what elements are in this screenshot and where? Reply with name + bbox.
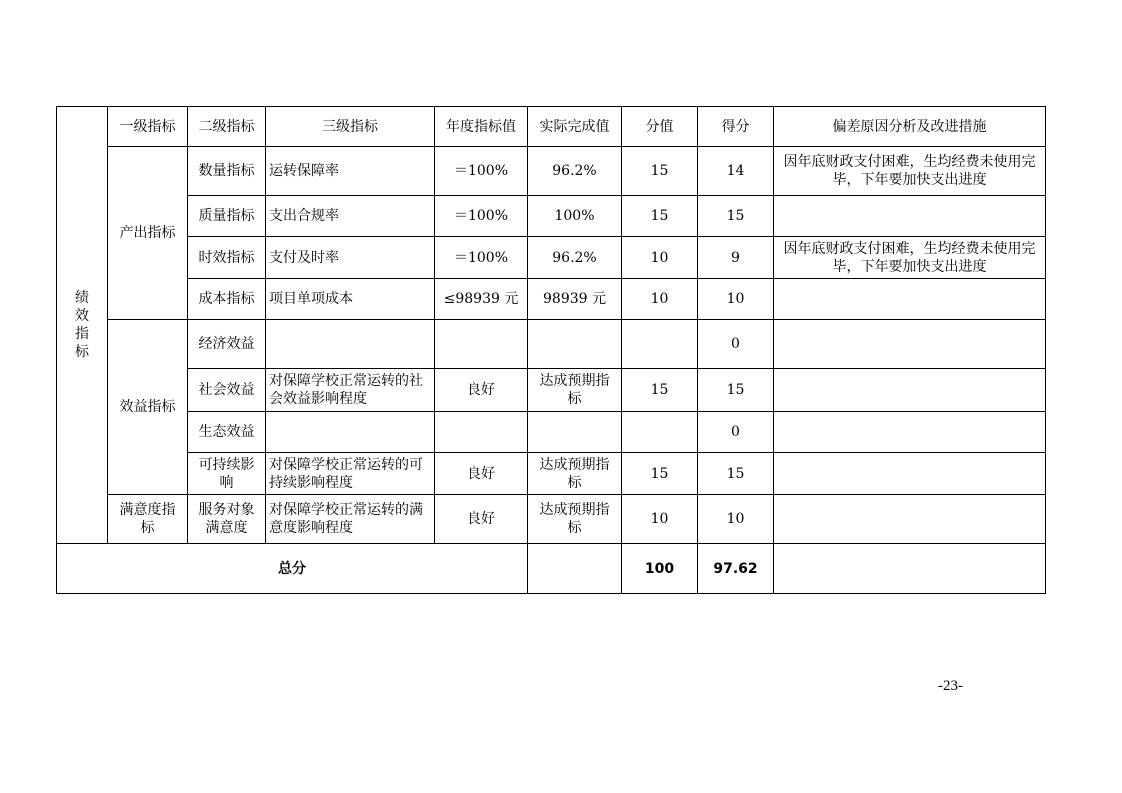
total-value: 100 (622, 544, 698, 594)
level2-cell: 数量指标 (188, 147, 266, 196)
target-cell: 良好 (435, 495, 528, 544)
level3-cell: 支出合规率 (266, 196, 435, 237)
score-cell: 10 (698, 279, 774, 320)
deviation-cell (774, 196, 1046, 237)
total-score: 97.62 (698, 544, 774, 594)
actual-cell: 达成预期指 标 (528, 453, 622, 495)
total-actual-cell (528, 544, 622, 594)
level3-cell: 支付及时率 (266, 237, 435, 279)
target-cell: 良好 (435, 369, 528, 412)
actual-cell: 96.2% (528, 237, 622, 279)
group-satisfaction: 满意度指 标 (108, 495, 188, 544)
level2-cell: 生态效益 (188, 412, 266, 453)
target-cell: 良好 (435, 453, 528, 495)
header-annual-target: 年度指标值 (435, 107, 528, 147)
score-cell: 15 (698, 196, 774, 237)
deviation-cell (774, 279, 1046, 320)
target-cell: ＝100% (435, 147, 528, 196)
deviation-cell (774, 412, 1046, 453)
actual-cell (528, 320, 622, 369)
header-score-got: 得分 (698, 107, 774, 147)
table-row (57, 320, 1046, 369)
actual-cell: 达成预期指 标 (528, 495, 622, 544)
actual-cell: 达成预期指 标 (528, 369, 622, 412)
value-cell: 10 (622, 495, 698, 544)
group-output: 产出指标 (108, 147, 188, 320)
level2-cell: 质量指标 (188, 196, 266, 237)
target-cell: ≤98939 元 (435, 279, 528, 320)
score-cell: 15 (698, 453, 774, 495)
table-row (57, 196, 1046, 237)
level2-cell: 时效指标 (188, 237, 266, 279)
actual-cell (528, 412, 622, 453)
value-cell (622, 412, 698, 453)
header-level2: 二级指标 (188, 107, 266, 147)
table-row (57, 279, 1046, 320)
deviation-cell (774, 453, 1046, 495)
value-cell: 10 (622, 237, 698, 279)
value-cell: 15 (622, 369, 698, 412)
level3-cell (266, 412, 435, 453)
actual-cell: 100% (528, 196, 622, 237)
score-cell: 0 (698, 412, 774, 453)
score-cell: 10 (698, 495, 774, 544)
table-row (57, 412, 1046, 453)
level3-cell: 对保障学校正常运转的可持续影响程度 (266, 453, 435, 495)
actual-cell: 96.2% (528, 147, 622, 196)
table-row (57, 369, 1046, 412)
section-label-performance: 绩 效 指 标 (57, 107, 108, 544)
level2-cell: 成本指标 (188, 279, 266, 320)
level2-cell: 服务对象 满意度 (188, 495, 266, 544)
deviation-cell (774, 369, 1046, 412)
performance-indicator-table (56, 106, 1046, 594)
deviation-cell: 因年底财政支付困难，生均经费未使用完毕，下年要加快支出进度 (774, 147, 1046, 196)
actual-cell: 98939 元 (528, 279, 622, 320)
value-cell: 10 (622, 279, 698, 320)
header-actual: 实际完成值 (528, 107, 622, 147)
table-row (57, 237, 1046, 279)
header-level3: 三级指标 (266, 107, 435, 147)
target-cell (435, 412, 528, 453)
total-row (57, 544, 1046, 594)
level2-cell: 可持续影 响 (188, 453, 266, 495)
score-cell: 14 (698, 147, 774, 196)
total-deviation-cell (774, 544, 1046, 594)
level2-cell: 社会效益 (188, 369, 266, 412)
header-score-value: 分值 (622, 107, 698, 147)
value-cell: 15 (622, 196, 698, 237)
total-label: 总分 (57, 544, 528, 594)
header-deviation: 偏差原因分析及改进措施 (774, 107, 1046, 147)
level3-cell: 对保障学校正常运转的社会效益影响程度 (266, 369, 435, 412)
table-row (57, 453, 1046, 495)
target-cell (435, 320, 528, 369)
value-cell: 15 (622, 147, 698, 196)
level3-cell (266, 320, 435, 369)
target-cell: ＝100% (435, 237, 528, 279)
page-number: -23- (938, 678, 963, 694)
level3-cell: 对保障学校正常运转的满意度影响程度 (266, 495, 435, 544)
group-benefit: 效益指标 (108, 320, 188, 495)
header-row (57, 107, 1046, 147)
deviation-cell (774, 320, 1046, 369)
header-level1: 一级指标 (108, 107, 188, 147)
value-cell (622, 320, 698, 369)
deviation-cell: 因年底财政支付困难，生均经费未使用完毕，下年要加快支出进度 (774, 237, 1046, 279)
score-cell: 9 (698, 237, 774, 279)
value-cell: 15 (622, 453, 698, 495)
score-cell: 15 (698, 369, 774, 412)
table-row (57, 147, 1046, 196)
deviation-cell (774, 495, 1046, 544)
target-cell: ＝100% (435, 196, 528, 237)
level3-cell: 运转保障率 (266, 147, 435, 196)
score-cell: 0 (698, 320, 774, 369)
level3-cell: 项目单项成本 (266, 279, 435, 320)
level2-cell: 经济效益 (188, 320, 266, 369)
table-row (57, 495, 1046, 544)
